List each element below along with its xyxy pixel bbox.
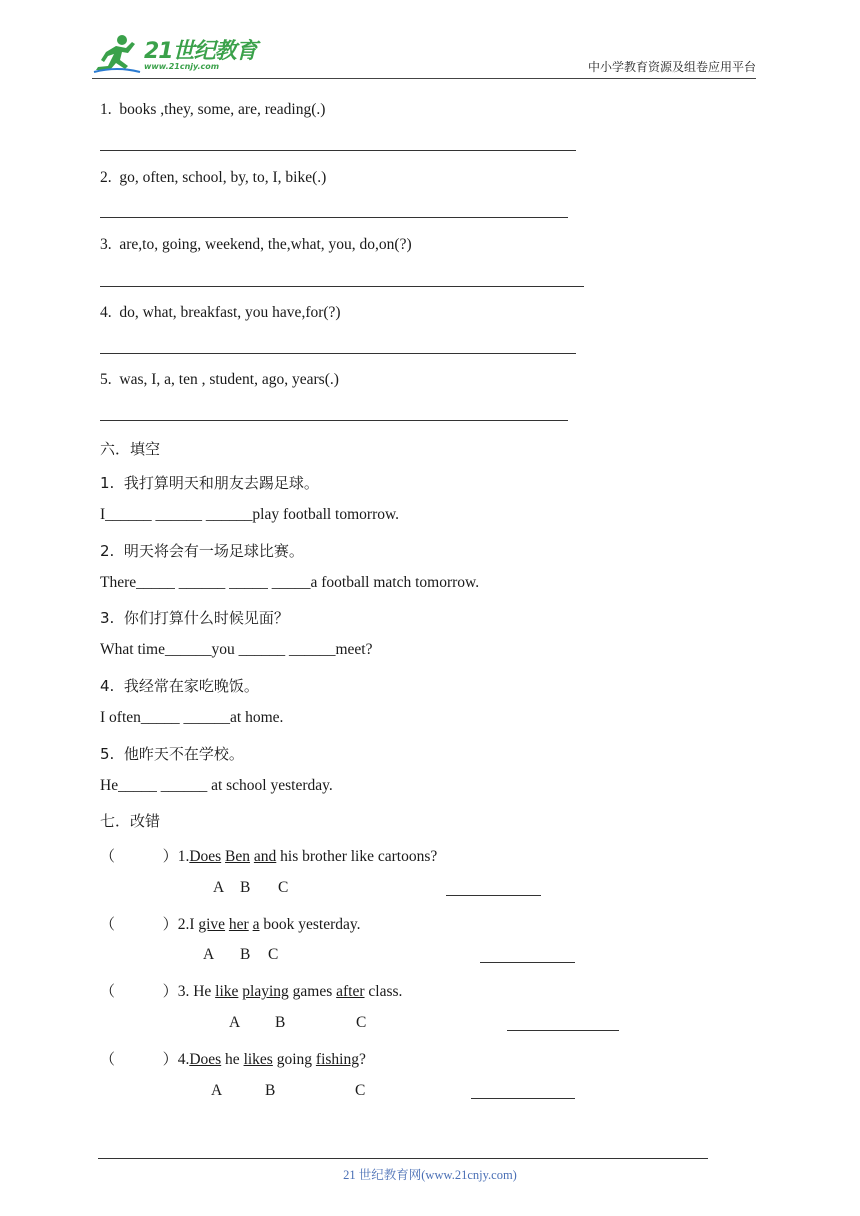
label-c: C [355,1082,366,1099]
option-c-text: and [253,848,277,865]
label-b: B [265,1082,276,1099]
runner-icon [92,32,142,76]
fill-cn-4: 4. 我经常在家吃晚饭。 [100,677,259,695]
label-c: C [356,1014,367,1031]
section-7-title: 七．改错 [100,812,161,830]
answer-line-1 [100,150,576,151]
answer-paren: （ ） [100,982,178,1000]
label-c: C [268,946,279,963]
label-b: B [240,946,251,963]
correction-item-2: （ ）2.I give her a book yesterday. [100,915,361,933]
fill-en-4: I often_____ ______at home. [100,709,284,726]
correction-item-1: （ ）1.Does Ben and his brother like cartoons? [100,847,438,865]
fill-cn-3: 3. 你们打算什么时候见面？ [100,609,289,627]
fill-en-5: He_____ ______ at school yesterday. [100,777,333,794]
reorder-item-1: 1. books ,they, some, are, reading(.) [100,101,326,118]
label-a: A [211,1082,223,1099]
label-a: A [229,1014,241,1031]
option-b-text: playing [242,983,289,1000]
answer-paren: （ ） [100,1050,178,1068]
correction-blank-1 [446,895,541,896]
option-c-text: fishing [315,1051,359,1068]
reorder-item-4: 4. do, what, breakfast, you have,for(?) [100,304,341,321]
correction-blank-4 [471,1098,575,1099]
option-a-text: Does [189,848,222,865]
label-b: B [275,1014,286,1031]
footer-text: 21 世纪教育网(www.21cnjy.com) [343,1168,517,1182]
correction-blank-2 [480,962,575,963]
reorder-item-3: 3. are,to, going, weekend, the,what, you, do,on(?) [100,236,412,253]
option-a-text: Does [189,1051,222,1068]
section-6-title: 六．填空 [100,440,161,458]
label-b: B [240,879,251,896]
option-b-text: Ben [225,848,251,865]
answer-line-5 [100,420,568,421]
answer-line-2 [100,217,568,218]
footer-divider [98,1158,708,1159]
correction-item-4: （ ）4.Does he likes going fishing? [100,1050,366,1068]
label-a: A [203,946,215,963]
header-platform-label: 中小学教育资源及组卷应用平台 [587,60,756,74]
correction-item-3: （ ）3. He like playing games after class. [100,982,403,1000]
fill-cn-2: 2. 明天将会有一场足球比赛。 [100,542,304,560]
answer-paren: （ ） [100,915,178,933]
answer-line-4 [100,353,576,354]
fill-en-3: What time______you ______ ______meet? [100,641,373,658]
option-b-text: her [228,916,249,933]
option-b-text: likes [243,1051,273,1068]
reorder-item-2: 2. go, often, school, by, to, I, bike(.) [100,169,327,186]
correction-blank-3 [507,1030,619,1031]
option-c-text: a [252,916,260,933]
option-a-text: give [198,916,226,933]
page-header [92,30,756,79]
logo-text: 21世纪教育 [144,39,257,64]
reorder-item-5: 5. was, I, a, ten , student, ago, years(.) [100,371,339,388]
fill-en-1: I______ ______ ______play football tomorrow. [100,506,400,523]
label-a: A [213,879,225,896]
label-c: C [278,879,289,896]
fill-en-2: There_____ ______ _____ _____a football match tomorrow. [100,574,480,591]
fill-cn-1: 1. 我打算明天和朋友去踢足球。 [100,474,319,492]
option-a-text: like [215,983,239,1000]
site-logo [92,32,262,76]
answer-line-3 [100,286,584,287]
answer-paren: （ ） [100,847,178,865]
fill-cn-5: 5. 他昨天不在学校。 [100,745,244,763]
option-c-text: after [336,983,365,1000]
logo-url: www.21cnjy.com [144,62,220,71]
